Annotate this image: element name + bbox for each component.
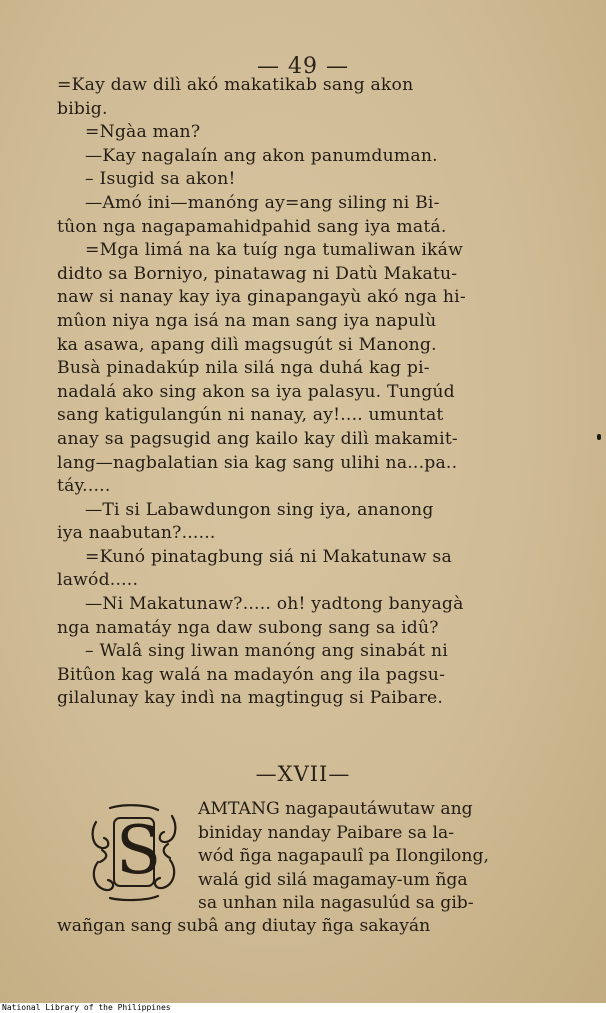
text-line: lawód..... bbox=[57, 570, 139, 591]
body-text bbox=[57, 74, 537, 711]
text-line: lang—nagbalatian sia kag sang ulihi na...pa.. bbox=[57, 452, 458, 473]
text-line: =Ngàa man? bbox=[85, 122, 201, 143]
text-line: táy..... bbox=[57, 476, 111, 497]
text-line: ka asawa, apang dilì magsugút si Manong. bbox=[57, 334, 437, 355]
text-line: —Amó ini—manóng ay=ang siling ni Bi- bbox=[85, 192, 440, 213]
footer-credit: National Library of the Philippines bbox=[2, 1003, 171, 1012]
text-line: gilalunay kay indì na magtingug si Paibare. bbox=[57, 688, 444, 709]
text-line: wañgan sang subâ ang diutay ñga sakayán bbox=[57, 916, 431, 936]
drop-cap-letter: S bbox=[116, 812, 162, 889]
text-line: sa unhan nila nagasulúd sa gib- bbox=[198, 893, 474, 913]
text-line: AMTANG nagapautáwutaw ang bbox=[198, 799, 473, 819]
text-line: =Kunó pinatagbung siá ni Makatunaw sa bbox=[85, 546, 452, 567]
page-number: — 49 — bbox=[257, 54, 349, 79]
text-line: anay sa pagsugid ang kailo kay dilì makamit- bbox=[57, 428, 458, 449]
text-line: naw si nanay kay iya ginapangayù akó nga hi- bbox=[57, 287, 466, 308]
text-line: wód ñga nagapaulî pa Ilongilong, bbox=[198, 846, 489, 866]
text-line: —Ti si Labawdungon sing iya, ananong bbox=[85, 499, 434, 520]
text-line: biniday nanday Paibare sa la- bbox=[198, 822, 455, 843]
text-line: – Isugid sa akon! bbox=[85, 169, 236, 190]
text-line: =Kay daw dilì akó makatikab sang akon bbox=[57, 75, 414, 95]
chapter-heading: —XVII— bbox=[255, 762, 351, 786]
text-line: nadalá ako sing akon sa iya palasyu. Tungúd bbox=[57, 381, 455, 402]
text-line: nga namatáy nga daw subong sang sa idû? bbox=[57, 617, 439, 638]
text-line: —Kay nagalaín ang akon panumduman. bbox=[85, 145, 438, 166]
ornamental-drop-cap bbox=[88, 802, 180, 902]
text-line: mûon niya nga isá na man sang iya napulù bbox=[57, 310, 437, 331]
text-line: didto sa Borniyo, pinatawag ni Datù Makatu- bbox=[57, 263, 458, 284]
text-line: bibig. bbox=[57, 98, 108, 119]
text-line: Bitûon kag walá na madayón ang ila pagsu- bbox=[57, 664, 446, 685]
text-line: walá gid silá magamay-um ñga bbox=[198, 869, 468, 890]
text-line: iya naabutan?...... bbox=[57, 523, 216, 544]
ink-speck bbox=[597, 434, 601, 440]
text-line: tûon nga nagapamahidpahid sang iya matá. bbox=[57, 216, 447, 237]
text-line: sang katigulangún ni nanay, ay!.... umuntat bbox=[57, 405, 444, 426]
chapter-opening-text bbox=[198, 798, 538, 916]
text-line: Busà pinadakúp nila silá nga duhá kag pi- bbox=[57, 358, 430, 379]
footer bbox=[0, 1003, 606, 1013]
text-line: – Walâ sing liwan manóng ang sinabát ni bbox=[85, 641, 448, 662]
text-line: —Ni Makatunaw?..... oh! yadtong banyagà bbox=[85, 594, 464, 615]
text-line: =Mga limá na ka tuíg nga tumaliwan ikáw bbox=[85, 240, 464, 261]
